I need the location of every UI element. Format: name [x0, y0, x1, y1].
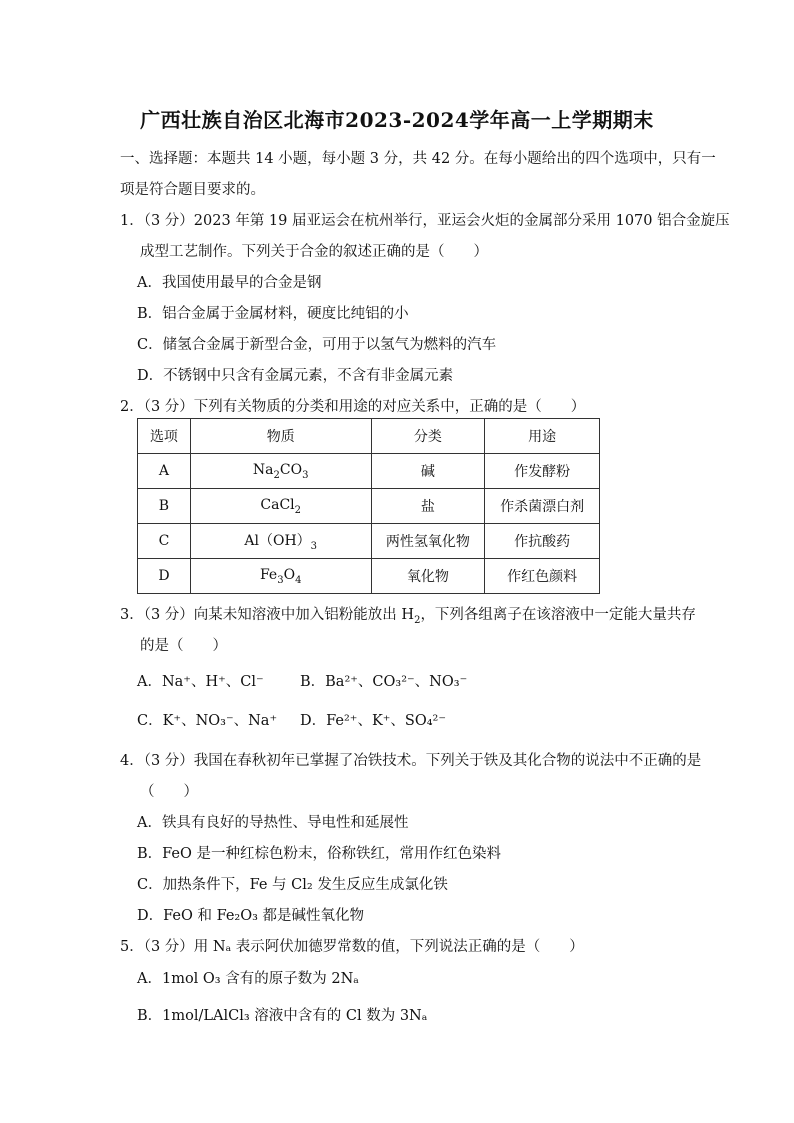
q3-option-d: D．Fe²⁺、K⁺、SO₄²⁻ — [300, 713, 447, 729]
q3-option-b: B．Ba²⁺、CO₃²⁻、NO₃⁻ — [300, 674, 468, 690]
header-use: 用途 — [485, 419, 600, 454]
row-class: 碱 — [371, 454, 485, 489]
q3-option-a: A．Na⁺、H⁺、Cl⁻ — [137, 674, 264, 690]
table-row — [138, 524, 600, 559]
q5-stem: 5．（3 分）用 Nₐ 表示阿伏加德罗常数的值，下列说法正确的是（ ） — [120, 939, 584, 955]
q4-stem-line1: 4．（3 分）我国在春秋初年已掌握了冶铁技术。下列关于铁及其化合物的说法中不正确的是 — [120, 753, 702, 769]
row-option: B — [138, 489, 191, 524]
q5-option-a: A．1mol O₃ 含有的原子数为 2Nₐ — [137, 971, 359, 987]
row-use: 作发酵粉 — [485, 454, 600, 489]
q3-stem-line1: 3．（3 分）向某未知溶液中加入铝粉能放出 $H_2$，下列各组离子在该溶液中一定能大量共存 — [120, 607, 696, 626]
q4-option-c: C．加热条件下，Fe 与 Cl₂ 发生反应生成氯化铁 — [137, 877, 448, 893]
row-class: 氧化物 — [371, 559, 485, 594]
header-option: 选项 — [138, 419, 191, 454]
header-substance: 物质 — [190, 419, 371, 454]
q5-option-b: B．1mol/LAlCl₃ 溶液中含有的 Cl 数为 3Nₐ — [137, 1008, 428, 1024]
row-use: 作红色颜料 — [485, 559, 600, 594]
table-row — [138, 454, 600, 489]
q1-option-c: C．储氢合金属于新型合金，可用于以氢气为燃料的汽车 — [137, 337, 497, 353]
row-use: 作杀菌漂白剂 — [485, 489, 600, 524]
row-class: 盐 — [371, 489, 485, 524]
table-row — [138, 559, 600, 594]
section-instruction-line2: 项是符合题目要求的。 — [120, 182, 265, 198]
q1-stem-line2: 成型工艺制作。下列关于合金的叙述正确的是（ ） — [140, 244, 488, 260]
row-use: 作抗酸药 — [485, 524, 600, 559]
q3-option-c: C．K⁺、NO₃⁻、Na⁺ — [137, 713, 278, 729]
row-class: 两性氢氧化物 — [371, 524, 485, 559]
page-title: 广西壮族自治区北海市2023-2024学年高一上学期期末 — [140, 108, 654, 132]
q3-stem-line2: 的是（ ） — [140, 638, 227, 654]
row-substance: $Na_2CO_3$ — [190, 454, 371, 489]
q4-option-a: A．铁具有良好的导热性、导电性和延展性 — [137, 815, 409, 831]
table-header-row — [138, 419, 600, 454]
q1-option-d: D．不锈钢中只含有金属元素，不含有非金属元素 — [137, 368, 454, 384]
q2-stem: 2．（3 分）下列有关物质的分类和用途的对应关系中，正确的是（ ） — [120, 399, 586, 415]
q4-option-d: D．FeO 和 Fe₂O₃ 都是碱性氧化物 — [137, 908, 365, 924]
table-row — [138, 489, 600, 524]
section-instruction-line1: 一、选择题：本题共 14 小题，每小题 3 分，共 42 分。在每小题给出的四个选项中，只有一 — [120, 151, 716, 167]
row-option: C — [138, 524, 191, 559]
row-substance: $Fe_3O_4$ — [190, 559, 371, 594]
header-class: 分类 — [371, 419, 485, 454]
q1-option-b: B．铝合金属于金属材料，硬度比纯铝的小 — [137, 306, 409, 322]
row-option: A — [138, 454, 191, 489]
q1-option-a: A．我国使用最早的合金是钢 — [137, 275, 322, 291]
q1-stem-line1: 1．（3 分）2023 年第 19 届亚运会在杭州举行，亚运会火炬的金属部分采用 1070 铝合金旋压 — [120, 213, 730, 229]
row-substance: $Al(OH)_3$ — [190, 524, 371, 559]
q4-stem-line2: （ ） — [140, 784, 198, 800]
row-option: D — [138, 559, 191, 594]
row-substance: CaCl$_2$ — [190, 489, 371, 524]
q2-options-table — [137, 418, 600, 594]
q4-option-b: B．FeO 是一种红棕色粉末，俗称铁红，常用作红色染料 — [137, 846, 501, 862]
